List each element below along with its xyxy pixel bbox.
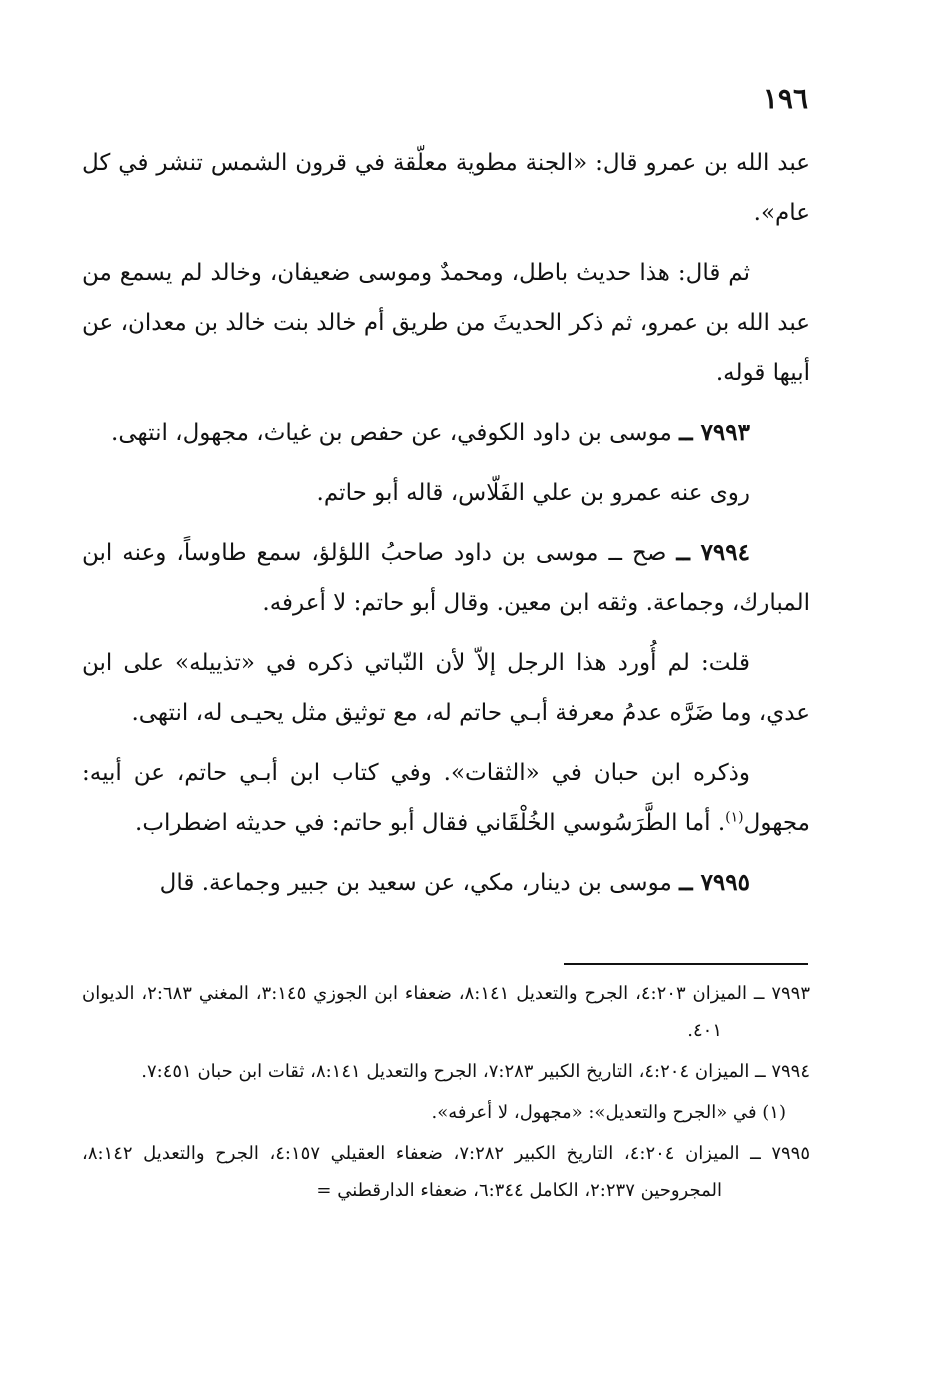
entry-text: موسى بن دينار، مكي، عن سعيد بن جبير وجماعة. قال	[159, 870, 672, 896]
entry-7994	[82, 528, 810, 628]
entry-number: ٧٩٩٣ ــ	[679, 419, 750, 446]
paragraph-2: ثم قال: هذا حديث باطل، ومحمدٌ وموسى ضعيفان، وخالد لم يسمع من عبد الله بن عمرو، ثم ذكر الحديثَ من طريق أم خالد بنت خالد بن معدان، عن أبيها قوله.	[82, 260, 810, 386]
entry-7995	[82, 858, 810, 908]
entry-number: ٧٩٩٥ ــ	[679, 869, 750, 896]
footnote-marker[interactable]: (١)	[725, 809, 744, 826]
footnote-7994: ٧٩٩٤ ــ الميزان ٤:٢٠٤، التاريخ الكبير ٧:٢٨٣، الجرح والتعديل ٨:١٤١، ثقات ابن حبان ٧:٤٥١.	[141, 1061, 810, 1082]
main-text	[82, 138, 810, 918]
footnotes	[82, 975, 810, 1213]
paragraph-7	[82, 748, 810, 848]
paragraph-7-continued: . أما الطَّرَسُوسي الخُلْقَاني فقال أبو حاتم: في حديثه اضطراب.	[135, 810, 726, 836]
entry-7993	[82, 408, 810, 458]
paragraph-1: عبد الله بن عمرو قال: «الجنة مطوية معلّقة في قرون الشمس تنشر في كل عام».	[82, 150, 810, 226]
entry-text: صح ــ موسى بن داود صاحبُ اللؤلؤ، سمع طاوساً، وعنه ابن المبارك، وجماعة. وثقه ابن معين. وقال أبو حاتم: لا أعرفه.	[82, 540, 810, 616]
paragraph-7-text: وذكره ابن حبان في «الثقات». وفي كتاب ابن أبـي حاتم، عن أبيه: مجهول	[82, 760, 810, 836]
footnote-1: (١) في «الجرح والتعديل»: «مجهول، لا أعرفه».	[431, 1102, 786, 1123]
footnote-7995: ٧٩٩٥ ــ الميزان ٤:٢٠٤، التاريخ الكبير ٧:٢٨٢، ضعفاء العقيلي ٤:١٥٧، الجرح والتعديل ٨:١٤٢، المجروحين ٢:٢٣٧، الكامل ٦:٣٤٤، ضعفاء الدارقطني =	[82, 1143, 811, 1201]
entry-text: موسى بن داود الكوفي، عن حفص بن غياث، مجهول، انتهى.	[111, 420, 672, 446]
footnote-7993: ٧٩٩٣ ــ الميزان ٤:٢٠٣، الجرح والتعديل ٨:١٤١، ضعفاء ابن الجوزي ٣:١٤٥، المغني ٢:٦٨٣، الديوان ٤٠١.	[82, 983, 810, 1041]
page-number: ١٩٦	[762, 82, 808, 115]
paragraph-4: روى عنه عمرو بن علي الفَلّاس، قاله أبو حاتم.	[316, 480, 750, 506]
entry-number: ٧٩٩٤ ــ	[676, 539, 750, 566]
footnote-separator	[564, 963, 808, 965]
paragraph-6: قلت: لم أُورد هذا الرجل إلاّ لأن النّباتي ذكره في «تذييله» على ابن عدي، وما ضَرَّه عدمُ معرفة أبـي حاتم له، مع توثيق مثل يحيـى له، انتهى.	[82, 650, 810, 726]
